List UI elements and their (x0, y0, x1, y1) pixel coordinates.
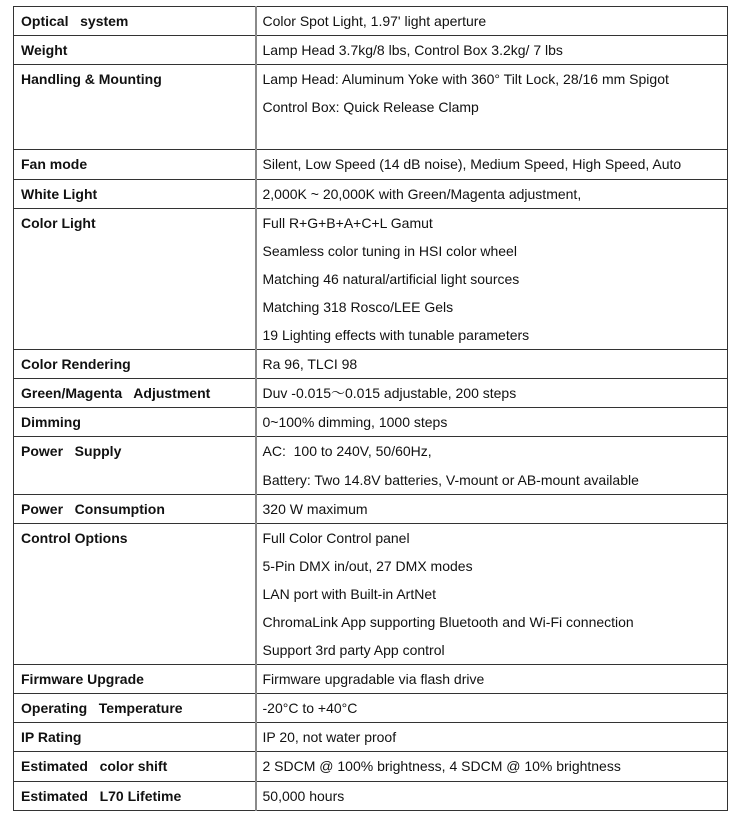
spec-label (14, 781, 256, 810)
spec-label (14, 7, 256, 36)
spec-value-line: Lamp Head 3.7kg/8 lbs, Control Box 3.2kg/ 7 lbs (262, 42, 563, 59)
spec-label-text: IP Rating (21, 729, 82, 746)
spec-value (256, 379, 728, 408)
spec-row (14, 36, 728, 65)
spec-label (14, 208, 256, 349)
spec-row (14, 494, 728, 523)
spec-label-text: Firmware Upgrade (21, 671, 144, 688)
spec-label-text: Control Options (21, 529, 128, 546)
spec-row (14, 694, 728, 723)
spec-label-text: Fan mode (21, 156, 88, 173)
spec-label-text: Operating Temperature (21, 700, 183, 717)
spec-value (256, 752, 728, 781)
spec-label-text: Handling & Mounting (21, 71, 162, 88)
spec-value-line: 5-Pin DMX in/out, 27 DMX modes (262, 557, 473, 574)
spec-label-text: Power Supply (21, 443, 122, 460)
spec-value-line: 50,000 hours (262, 787, 345, 804)
spec-value (256, 723, 728, 752)
spec-label (14, 723, 256, 752)
spec-label-text: Power Consumption (21, 500, 165, 517)
spec-label (14, 65, 256, 150)
spec-value-line: Duv -0.015～0.015 adjustable, 200 steps (262, 385, 517, 402)
spec-value-line: Color Spot Light, 1.97' light aperture (262, 13, 487, 29)
spec-table-body (14, 7, 728, 811)
spec-label (14, 437, 256, 494)
spec-value (256, 208, 728, 349)
spec-value-line: Silent, Low Speed (14 dB noise), Medium Speed, High Speed, Auto (262, 156, 682, 173)
spec-row (14, 408, 728, 437)
spec-table (13, 6, 728, 811)
spec-row (14, 523, 728, 664)
spec-row (14, 665, 728, 694)
spec-label-text: Dimming (21, 414, 81, 431)
spec-value-line: Lamp Head: Aluminum Yoke with 360° Tilt Lock, 28/16 mm Spigot (262, 71, 669, 88)
spec-value (256, 665, 728, 694)
spec-value-line: Support 3rd party App control (262, 642, 445, 659)
spec-label-text: Color Light (21, 214, 96, 231)
spec-label-text: Green/Magenta Adjustment (21, 385, 211, 402)
spec-value (256, 781, 728, 810)
spec-value (256, 179, 728, 208)
spec-value (256, 7, 728, 36)
spec-row (14, 350, 728, 379)
spec-value (256, 408, 728, 437)
spec-label (14, 752, 256, 781)
spec-label (14, 379, 256, 408)
spec-row (14, 179, 728, 208)
spec-value-line: -20°C to +40°C (262, 700, 358, 717)
spec-value-line: Full R+G+B+A+C+L Gamut (262, 214, 433, 231)
spec-value-line: IP 20, not water proof (262, 729, 397, 746)
spec-value (256, 350, 728, 379)
spec-label-text: Estimated color shift (21, 758, 168, 775)
spec-value-line: 19 Lighting effects with tunable parameters (262, 327, 530, 344)
spec-row (14, 150, 728, 179)
spec-value (256, 65, 728, 150)
spec-value-line: 320 W maximum (262, 500, 368, 517)
spec-row (14, 437, 728, 494)
spec-label-text: Optical system (21, 13, 129, 29)
spec-value-line: Matching 318 Rosco/LEE Gels (262, 298, 454, 315)
spec-row (14, 379, 728, 408)
spec-value-line: AC: 100 to 240V, 50/60Hz, (262, 443, 432, 460)
spec-value-blank-line (263, 121, 728, 149)
spec-value-line: Matching 46 natural/artificial light sources (262, 270, 520, 287)
spec-label (14, 179, 256, 208)
spec-value (256, 694, 728, 723)
spec-value (256, 494, 728, 523)
spec-label (14, 494, 256, 523)
spec-row (14, 781, 728, 810)
spec-value-line: 0~100% dimming, 1000 steps (262, 414, 448, 431)
spec-row (14, 208, 728, 349)
spec-value (256, 150, 728, 179)
spec-value (256, 523, 728, 664)
spec-row (14, 723, 728, 752)
spec-value-line: Control Box: Quick Release Clamp (262, 99, 479, 116)
spec-label (14, 694, 256, 723)
spec-value-line: Seamless color tuning in HSI color wheel (262, 242, 517, 259)
spec-value-line: Full Color Control panel (262, 529, 410, 546)
spec-value-line: 2 SDCM @ 100% brightness, 4 SDCM @ 10% brightness (262, 758, 621, 775)
spec-value-line: Battery: Two 14.8V batteries, V-mount or AB-mount available (262, 471, 639, 488)
spec-value-line: Firmware upgradable via flash drive (262, 671, 485, 688)
spec-label (14, 665, 256, 694)
spec-label (14, 523, 256, 664)
spec-value-line: LAN port with Built-in ArtNet (262, 585, 437, 602)
spec-value (256, 36, 728, 65)
spec-label-text: Weight (21, 42, 68, 59)
spec-label (14, 36, 256, 65)
spec-row (14, 7, 728, 36)
spec-row (14, 752, 728, 781)
spec-value-line: ChromaLink App supporting Bluetooth and Wi-Fi connection (262, 613, 634, 630)
spec-value-line: Ra 96, TLCI 98 (262, 356, 358, 373)
spec-label (14, 350, 256, 379)
spec-label (14, 150, 256, 179)
spec-value (256, 437, 728, 494)
spec-label (14, 408, 256, 437)
spec-label-text: White Light (21, 185, 98, 202)
spec-row (14, 65, 728, 150)
spec-value-line: 2,000K ~ 20,000K with Green/Magenta adjustment, (262, 185, 582, 202)
spec-label-text: Estimated L70 Lifetime (21, 787, 182, 804)
spec-label-text: Color Rendering (21, 356, 131, 373)
